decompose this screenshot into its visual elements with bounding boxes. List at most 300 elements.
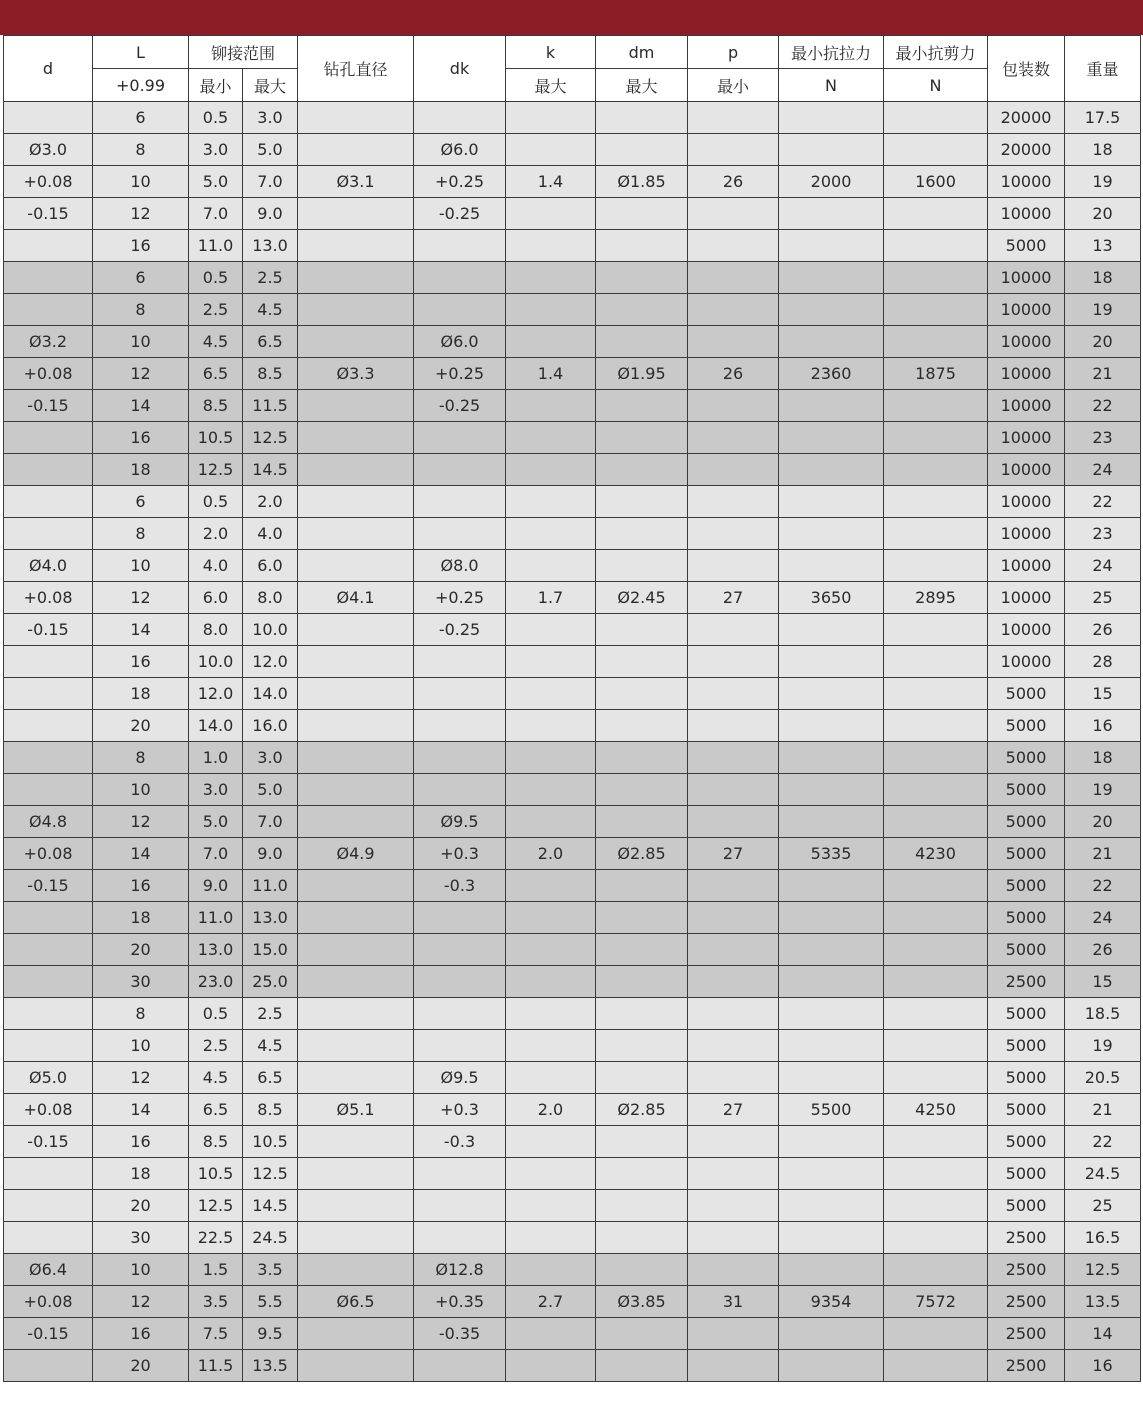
cell-tensile [779, 390, 884, 422]
cell-k: 2.0 [506, 1094, 596, 1126]
cell-length: 8 [93, 134, 189, 166]
cell-dm [596, 1350, 688, 1382]
cell-grip-min: 11.0 [189, 902, 243, 934]
cell-tensile [779, 870, 884, 902]
cell-weight: 24 [1065, 454, 1141, 486]
cell-dk [414, 646, 506, 678]
cell-length: 18 [93, 678, 189, 710]
cell-shear [884, 454, 988, 486]
cell-dm [596, 294, 688, 326]
cell-grip-min: 14.0 [189, 710, 243, 742]
cell-shear [884, 1350, 988, 1382]
cell-shear [884, 646, 988, 678]
cell-shear [884, 966, 988, 998]
table-row [4, 1030, 1141, 1062]
cell-length: 6 [93, 262, 189, 294]
cell-grip-max: 7.0 [243, 166, 298, 198]
cell-dk [414, 486, 506, 518]
cell-shear [884, 1254, 988, 1286]
header-color-bar [0, 0, 1143, 35]
cell-shear [884, 1126, 988, 1158]
cell-dm [596, 390, 688, 422]
cell-weight: 13.5 [1065, 1286, 1141, 1318]
cell-shear [884, 1030, 988, 1062]
table-row [4, 582, 1141, 614]
cell-weight: 15 [1065, 678, 1141, 710]
cell-weight: 17.5 [1065, 102, 1141, 134]
cell-package: 5000 [988, 838, 1065, 870]
table-row [4, 1350, 1141, 1382]
header-hole-diameter: 钻孔直径 [298, 36, 414, 102]
cell-diameter [4, 1158, 93, 1190]
cell-package: 5000 [988, 1158, 1065, 1190]
table-row [4, 710, 1141, 742]
cell-length: 12 [93, 806, 189, 838]
cell-dk: -0.3 [414, 1126, 506, 1158]
cell-p [688, 262, 779, 294]
cell-k [506, 486, 596, 518]
cell-p [688, 934, 779, 966]
cell-k [506, 198, 596, 230]
cell-grip-max: 5.0 [243, 134, 298, 166]
cell-length: 16 [93, 1126, 189, 1158]
cell-tensile [779, 934, 884, 966]
cell-grip-min: 11.5 [189, 1350, 243, 1382]
cell-package: 10000 [988, 614, 1065, 646]
cell-k [506, 678, 596, 710]
table-row [4, 966, 1141, 998]
cell-grip-min: 0.5 [189, 102, 243, 134]
cell-p [688, 806, 779, 838]
cell-dk [414, 1158, 506, 1190]
cell-grip-min: 1.5 [189, 1254, 243, 1286]
cell-package: 5000 [988, 806, 1065, 838]
cell-package: 5000 [988, 710, 1065, 742]
table-row [4, 838, 1141, 870]
cell-tensile [779, 550, 884, 582]
table-row [4, 486, 1141, 518]
cell-k [506, 1254, 596, 1286]
cell-dk: +0.3 [414, 1094, 506, 1126]
table-row [4, 102, 1141, 134]
cell-package: 5000 [988, 1126, 1065, 1158]
cell-length: 6 [93, 102, 189, 134]
cell-hole-diameter [298, 998, 414, 1030]
cell-tensile [779, 134, 884, 166]
cell-dk: +0.25 [414, 358, 506, 390]
cell-length: 16 [93, 870, 189, 902]
cell-p [688, 1030, 779, 1062]
cell-diameter: -0.15 [4, 198, 93, 230]
cell-grip-min: 8.5 [189, 390, 243, 422]
cell-shear [884, 870, 988, 902]
cell-length: 10 [93, 1030, 189, 1062]
cell-hole-diameter: Ø5.1 [298, 1094, 414, 1126]
cell-package: 10000 [988, 582, 1065, 614]
cell-grip-min: 10.0 [189, 646, 243, 678]
cell-grip-min: 12.0 [189, 678, 243, 710]
cell-hole-diameter [298, 1222, 414, 1254]
cell-hole-diameter: Ø6.5 [298, 1286, 414, 1318]
cell-dk [414, 742, 506, 774]
cell-diameter: Ø5.0 [4, 1062, 93, 1094]
cell-length: 8 [93, 998, 189, 1030]
cell-grip-max: 13.0 [243, 902, 298, 934]
cell-weight: 24 [1065, 902, 1141, 934]
cell-k [506, 614, 596, 646]
cell-grip-max: 6.5 [243, 1062, 298, 1094]
cell-dm [596, 1190, 688, 1222]
cell-shear [884, 1318, 988, 1350]
table-row [4, 518, 1141, 550]
cell-k [506, 1062, 596, 1094]
cell-k [506, 134, 596, 166]
cell-grip-min: 22.5 [189, 1222, 243, 1254]
cell-tensile [779, 1158, 884, 1190]
cell-p [688, 774, 779, 806]
cell-k: 2.7 [506, 1286, 596, 1318]
cell-dk [414, 934, 506, 966]
cell-grip-min: 3.5 [189, 1286, 243, 1318]
cell-diameter: -0.15 [4, 614, 93, 646]
cell-diameter: +0.08 [4, 1094, 93, 1126]
cell-shear [884, 1158, 988, 1190]
cell-p [688, 678, 779, 710]
cell-package: 10000 [988, 486, 1065, 518]
cell-p [688, 1254, 779, 1286]
cell-k [506, 422, 596, 454]
cell-shear [884, 710, 988, 742]
cell-hole-diameter [298, 774, 414, 806]
cell-p: 27 [688, 1094, 779, 1126]
cell-grip-max: 10.0 [243, 614, 298, 646]
cell-shear [884, 1062, 988, 1094]
table-row [4, 422, 1141, 454]
cell-diameter: -0.15 [4, 1126, 93, 1158]
cell-dm [596, 614, 688, 646]
cell-grip-min: 7.0 [189, 838, 243, 870]
header-shear: 最小抗剪力 [884, 36, 988, 69]
cell-shear [884, 934, 988, 966]
cell-dk [414, 998, 506, 1030]
cell-grip-max: 10.5 [243, 1126, 298, 1158]
cell-weight: 13 [1065, 230, 1141, 262]
cell-dm [596, 774, 688, 806]
cell-dm [596, 1318, 688, 1350]
cell-grip-min: 6.5 [189, 358, 243, 390]
cell-length: 16 [93, 646, 189, 678]
cell-package: 2500 [988, 1222, 1065, 1254]
cell-shear [884, 998, 988, 1030]
cell-dm: Ø1.95 [596, 358, 688, 390]
cell-length: 18 [93, 1158, 189, 1190]
cell-hole-diameter [298, 1158, 414, 1190]
cell-shear [884, 678, 988, 710]
cell-dm [596, 198, 688, 230]
cell-k: 1.4 [506, 358, 596, 390]
header-k-sub: 最大 [506, 69, 596, 102]
cell-k [506, 102, 596, 134]
table-row [4, 1094, 1141, 1126]
cell-dk [414, 454, 506, 486]
table-row [4, 1062, 1141, 1094]
cell-shear [884, 806, 988, 838]
cell-hole-diameter [298, 870, 414, 902]
rivet-spec-table [3, 35, 1141, 1382]
cell-dm [596, 326, 688, 358]
cell-hole-diameter [298, 518, 414, 550]
cell-grip-max: 9.0 [243, 838, 298, 870]
cell-p [688, 390, 779, 422]
cell-p: 27 [688, 582, 779, 614]
cell-shear [884, 230, 988, 262]
cell-weight: 21 [1065, 1094, 1141, 1126]
cell-grip-min: 7.5 [189, 1318, 243, 1350]
cell-length: 12 [93, 358, 189, 390]
cell-weight: 23 [1065, 518, 1141, 550]
cell-dk: -0.3 [414, 870, 506, 902]
cell-dm [596, 486, 688, 518]
cell-grip-min: 23.0 [189, 966, 243, 998]
cell-diameter: -0.15 [4, 390, 93, 422]
cell-length: 30 [93, 966, 189, 998]
cell-package: 10000 [988, 390, 1065, 422]
cell-dm [596, 454, 688, 486]
cell-weight: 20.5 [1065, 1062, 1141, 1094]
cell-grip-min: 8.0 [189, 614, 243, 646]
cell-hole-diameter [298, 198, 414, 230]
cell-package: 10000 [988, 166, 1065, 198]
header-dm: dm [596, 36, 688, 69]
cell-hole-diameter [298, 486, 414, 518]
table-row [4, 902, 1141, 934]
cell-dm [596, 230, 688, 262]
cell-diameter: Ø6.4 [4, 1254, 93, 1286]
cell-weight: 22 [1065, 870, 1141, 902]
cell-k [506, 1158, 596, 1190]
cell-tensile [779, 614, 884, 646]
cell-weight: 19 [1065, 166, 1141, 198]
cell-package: 5000 [988, 230, 1065, 262]
cell-diameter [4, 902, 93, 934]
cell-tensile [779, 1126, 884, 1158]
table-row [4, 198, 1141, 230]
table-row [4, 1318, 1141, 1350]
cell-weight: 19 [1065, 774, 1141, 806]
cell-p [688, 1350, 779, 1382]
header-d: d [4, 36, 93, 102]
cell-dm [596, 742, 688, 774]
cell-dm [596, 678, 688, 710]
cell-shear [884, 262, 988, 294]
cell-package: 5000 [988, 774, 1065, 806]
cell-package: 10000 [988, 262, 1065, 294]
cell-grip-min: 0.5 [189, 486, 243, 518]
cell-grip-min: 1.0 [189, 742, 243, 774]
cell-hole-diameter [298, 1190, 414, 1222]
cell-diameter [4, 678, 93, 710]
cell-grip-max: 11.0 [243, 870, 298, 902]
cell-dm [596, 806, 688, 838]
cell-hole-diameter [298, 678, 414, 710]
cell-dm [596, 1222, 688, 1254]
cell-dm [596, 966, 688, 998]
cell-tensile [779, 710, 884, 742]
cell-diameter: +0.08 [4, 838, 93, 870]
cell-dm [596, 262, 688, 294]
header-length: L [93, 36, 189, 69]
cell-dk: Ø9.5 [414, 1062, 506, 1094]
cell-weight: 16 [1065, 710, 1141, 742]
cell-length: 10 [93, 774, 189, 806]
cell-dk [414, 1350, 506, 1382]
cell-shear [884, 614, 988, 646]
cell-k [506, 870, 596, 902]
cell-dk [414, 1222, 506, 1254]
cell-weight: 19 [1065, 1030, 1141, 1062]
cell-grip-max: 8.0 [243, 582, 298, 614]
cell-tensile [779, 646, 884, 678]
cell-p [688, 1222, 779, 1254]
cell-package: 5000 [988, 934, 1065, 966]
cell-tensile [779, 1030, 884, 1062]
cell-shear [884, 486, 988, 518]
cell-package: 10000 [988, 422, 1065, 454]
cell-package: 5000 [988, 870, 1065, 902]
cell-hole-diameter: Ø4.1 [298, 582, 414, 614]
table-row [4, 134, 1141, 166]
cell-grip-max: 12.0 [243, 646, 298, 678]
table-row [4, 1190, 1141, 1222]
cell-hole-diameter [298, 710, 414, 742]
cell-p [688, 742, 779, 774]
cell-grip-min: 3.0 [189, 134, 243, 166]
cell-dk: +0.3 [414, 838, 506, 870]
cell-grip-min: 10.5 [189, 422, 243, 454]
cell-length: 20 [93, 934, 189, 966]
cell-diameter: -0.15 [4, 870, 93, 902]
table-row [4, 646, 1141, 678]
cell-grip-min: 7.0 [189, 198, 243, 230]
header-k: k [506, 36, 596, 69]
cell-weight: 28 [1065, 646, 1141, 678]
cell-hole-diameter [298, 550, 414, 582]
cell-k [506, 998, 596, 1030]
cell-p [688, 1062, 779, 1094]
cell-k [506, 1030, 596, 1062]
cell-grip-min: 9.0 [189, 870, 243, 902]
cell-weight: 23 [1065, 422, 1141, 454]
cell-tensile [779, 486, 884, 518]
header-p: p [688, 36, 779, 69]
cell-dk: Ø8.0 [414, 550, 506, 582]
cell-shear [884, 518, 988, 550]
cell-p [688, 454, 779, 486]
cell-hole-diameter [298, 742, 414, 774]
cell-grip-min: 2.5 [189, 1030, 243, 1062]
header-package: 包装数 [988, 36, 1065, 102]
cell-p [688, 1158, 779, 1190]
cell-grip-max: 2.0 [243, 486, 298, 518]
cell-package: 5000 [988, 998, 1065, 1030]
cell-tensile: 2360 [779, 358, 884, 390]
cell-dk [414, 102, 506, 134]
cell-p [688, 198, 779, 230]
cell-dm [596, 1126, 688, 1158]
cell-hole-diameter [298, 1318, 414, 1350]
cell-hole-diameter [298, 422, 414, 454]
cell-shear [884, 102, 988, 134]
cell-dk [414, 966, 506, 998]
cell-tensile [779, 454, 884, 486]
cell-dm: Ø3.85 [596, 1286, 688, 1318]
cell-hole-diameter [298, 326, 414, 358]
cell-p [688, 134, 779, 166]
cell-k: 1.4 [506, 166, 596, 198]
cell-hole-diameter [298, 294, 414, 326]
cell-k [506, 774, 596, 806]
cell-weight: 12.5 [1065, 1254, 1141, 1286]
cell-hole-diameter [298, 390, 414, 422]
cell-dm [596, 550, 688, 582]
cell-weight: 20 [1065, 198, 1141, 230]
cell-tensile: 3650 [779, 582, 884, 614]
cell-hole-diameter [298, 966, 414, 998]
cell-diameter [4, 1350, 93, 1382]
cell-hole-diameter: Ø3.1 [298, 166, 414, 198]
cell-length: 16 [93, 230, 189, 262]
cell-dm [596, 1062, 688, 1094]
cell-hole-diameter [298, 646, 414, 678]
cell-package: 2500 [988, 966, 1065, 998]
cell-k: 1.7 [506, 582, 596, 614]
cell-weight: 21 [1065, 358, 1141, 390]
table-row [4, 454, 1141, 486]
table-row [4, 326, 1141, 358]
table-row [4, 774, 1141, 806]
cell-grip-max: 12.5 [243, 1158, 298, 1190]
cell-p [688, 326, 779, 358]
cell-grip-max: 13.0 [243, 230, 298, 262]
cell-package: 10000 [988, 198, 1065, 230]
cell-dm: Ø2.85 [596, 838, 688, 870]
cell-grip-min: 6.5 [189, 1094, 243, 1126]
cell-grip-max: 14.5 [243, 1190, 298, 1222]
cell-diameter [4, 1222, 93, 1254]
cell-diameter [4, 998, 93, 1030]
cell-grip-min: 5.0 [189, 166, 243, 198]
table-row [4, 230, 1141, 262]
cell-dk: +0.25 [414, 582, 506, 614]
cell-dm [596, 646, 688, 678]
cell-length: 20 [93, 710, 189, 742]
cell-tensile [779, 742, 884, 774]
cell-dm [596, 998, 688, 1030]
cell-hole-diameter [298, 102, 414, 134]
cell-dk [414, 422, 506, 454]
cell-grip-max: 15.0 [243, 934, 298, 966]
cell-dm [596, 102, 688, 134]
cell-dk: +0.25 [414, 166, 506, 198]
cell-grip-min: 5.0 [189, 806, 243, 838]
cell-dk [414, 262, 506, 294]
cell-diameter: +0.08 [4, 1286, 93, 1318]
cell-grip-min: 4.5 [189, 326, 243, 358]
cell-p: 26 [688, 166, 779, 198]
cell-k [506, 518, 596, 550]
cell-tensile [779, 902, 884, 934]
cell-hole-diameter [298, 614, 414, 646]
